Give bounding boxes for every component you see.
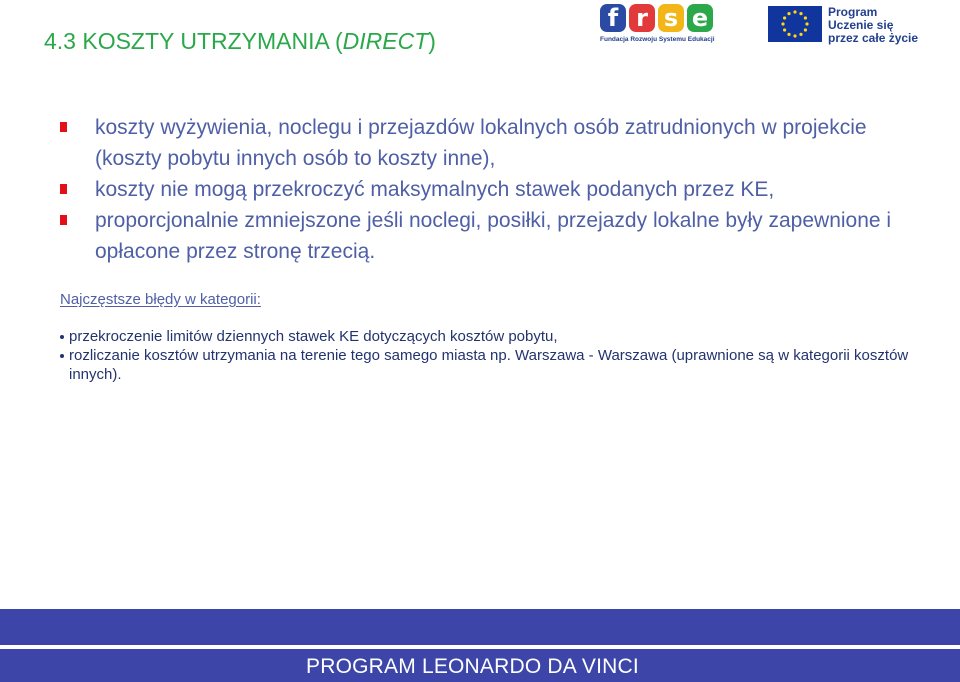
bullet-dot-icon xyxy=(60,354,64,358)
eu-programme-text xyxy=(828,6,918,45)
frse-letter-f: f xyxy=(600,4,626,32)
bullet-square-icon xyxy=(60,122,67,132)
bullet-dot-icon xyxy=(60,335,64,339)
errors-list xyxy=(60,327,920,384)
list-item-text: proporcjonalnie zmniejszone jeśli noclegi, posiłki, przejazdy lokalne były zapewnione i opłacone przez stronę trzecią. xyxy=(95,209,892,263)
eu-programme-line2: Uczenie się xyxy=(828,18,894,32)
frse-letter-e: e xyxy=(687,4,713,32)
eu-programme-line3: przez całe życie xyxy=(828,31,919,45)
list-item xyxy=(60,346,920,384)
bullet-square-icon xyxy=(60,184,67,194)
title-prefix: 4.3 KOSZTY UTRZYMANIA xyxy=(44,28,329,54)
errors-section-label: Najczęstsze błędy w kategorii: xyxy=(60,291,261,308)
list-item xyxy=(60,327,920,346)
bullet-square-icon xyxy=(60,215,67,225)
list-item xyxy=(60,112,900,174)
frse-letter-s: s xyxy=(658,4,684,32)
list-item xyxy=(60,205,900,267)
title-close-paren: ) xyxy=(428,28,436,54)
eu-flag-icon xyxy=(768,6,822,42)
frse-caption: Fundacja Rozwoju Systemu Edukacji xyxy=(600,36,715,43)
list-item xyxy=(60,174,900,205)
footer-bar-top xyxy=(0,609,960,645)
list-item-text: rozliczanie kosztów utrzymania na terenie tego samego miasta np. Warszawa - Warszawa (uprawnione są w kategorii kosztów innych). xyxy=(69,347,909,383)
list-item-text: koszty nie mogą przekroczyć maksymalnych stawek podanych przez KE, xyxy=(95,178,775,201)
frse-logo xyxy=(600,4,720,48)
eu-programme-logo xyxy=(768,6,918,45)
list-item-text: koszty wyżywienia, noclegu i przejazdów lokalnych osób zatrudnionych w projekcie (koszty pobytu innych osób to koszty inne), xyxy=(95,116,867,170)
list-item-text: przekroczenie limitów dziennych stawek KE dotyczących kosztów pobytu, xyxy=(69,328,558,345)
slide-title xyxy=(44,28,436,55)
eu-programme-line1: Program xyxy=(828,5,878,19)
title-italic-direct: DIRECT xyxy=(342,28,429,54)
frse-letter-r: r xyxy=(629,4,655,32)
main-bullet-list xyxy=(60,112,900,267)
footer-programme-name: PROGRAM LEONARDO DA VINCI xyxy=(306,655,639,678)
frse-letters xyxy=(600,4,720,32)
title-open-paren: ( xyxy=(334,28,343,54)
